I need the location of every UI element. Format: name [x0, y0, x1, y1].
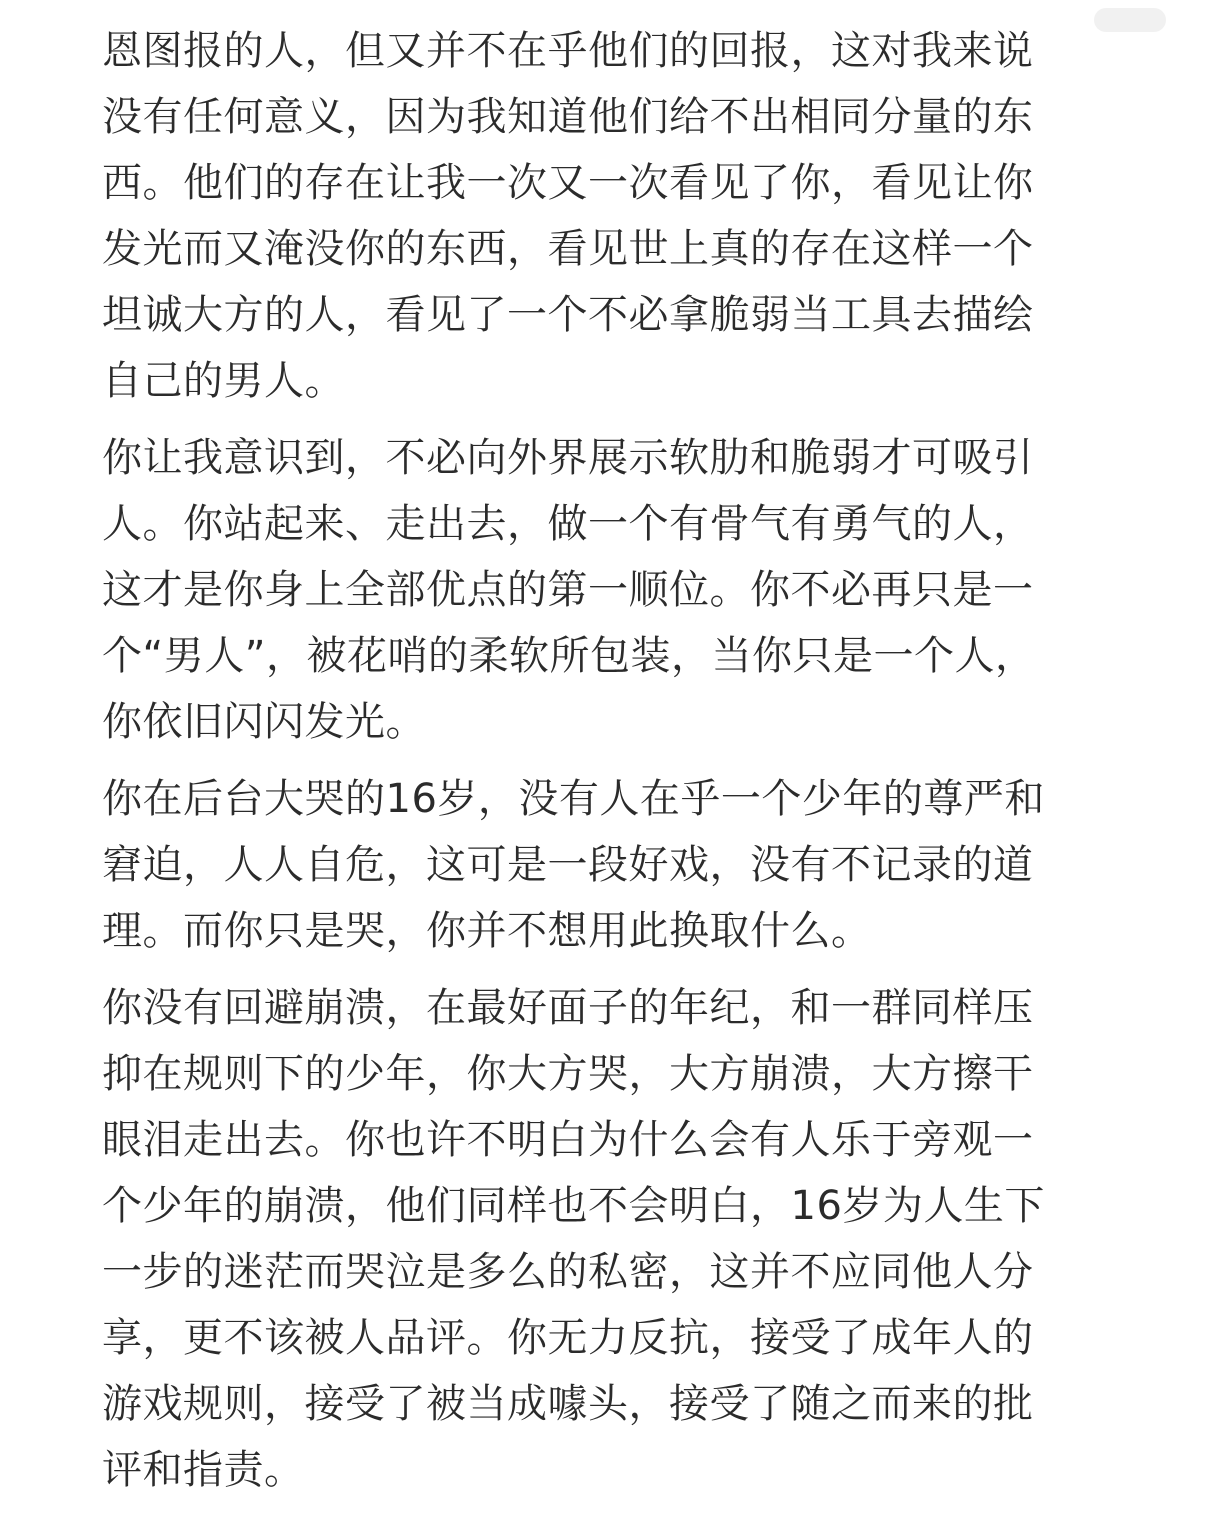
text-line: 理。而你只是哭，你并不想用此换取什么。 [102, 908, 872, 954]
text-line: 个“男人”，被花哨的柔软所包装，当你只是一个人， [102, 633, 1036, 679]
text-line: 你没有回避崩溃，在最好面子的年纪，和一群同样压 [102, 985, 1034, 1031]
text-line: 眼泪走出去。你也许不明白为什么会有人乐于旁观一 [102, 1117, 1034, 1163]
text-line: 坦诚大方的人，看见了一个不必拿脆弱当工具去描绘 [102, 292, 1034, 338]
text-line: 抑在规则下的少年，你大方哭，大方崩溃，大方擦干 [102, 1051, 1034, 1097]
text-line: 评和指责。 [102, 1447, 305, 1493]
article-body [102, 18, 1074, 1514]
paragraph-2 [102, 425, 1074, 755]
text-line: 窘迫，人人自危，这可是一段好戏，没有不记录的道 [102, 842, 1034, 888]
paragraph-4 [102, 975, 1074, 1503]
text-line: 自己的男人。 [102, 358, 345, 404]
paragraph-1 [102, 18, 1074, 414]
scroll-indicator[interactable] [1094, 8, 1166, 32]
text-line: 西。他们的存在让我一次又一次看见了你，看见让你 [102, 160, 1034, 206]
text-line: 你依旧闪闪发光。 [102, 699, 426, 745]
text-line: 你让我意识到，不必向外界展示软肋和脆弱才可吸引 [102, 435, 1034, 481]
text-line: 游戏规则，接受了被当成噱头，接受了随之而来的批 [102, 1381, 1034, 1427]
text-line: 一步的迷茫而哭泣是多么的私密，这并不应同他人分 [102, 1249, 1034, 1295]
text-line: 这才是你身上全部优点的第一顺位。你不必再只是一 [102, 567, 1034, 613]
text-line: 享，更不该被人品评。你无力反抗，接受了成年人的 [102, 1315, 1034, 1361]
text-line: 恩图报的人，但又并不在乎他们的回报，这对我来说 [102, 28, 1034, 74]
text-line: 你在后台大哭的16岁，没有人在乎一个少年的尊严和 [102, 776, 1045, 822]
paragraph-3 [102, 766, 1074, 964]
text-line: 人。你站起来、走出去，做一个有骨气有勇气的人， [102, 501, 1034, 547]
text-line: 发光而又淹没你的东西，看见世上真的存在这样一个 [102, 226, 1034, 272]
text-line: 没有任何意义，因为我知道他们给不出相同分量的东 [102, 94, 1034, 140]
text-line: 个少年的崩溃，他们同样也不会明白，16岁为人生下 [102, 1183, 1045, 1229]
